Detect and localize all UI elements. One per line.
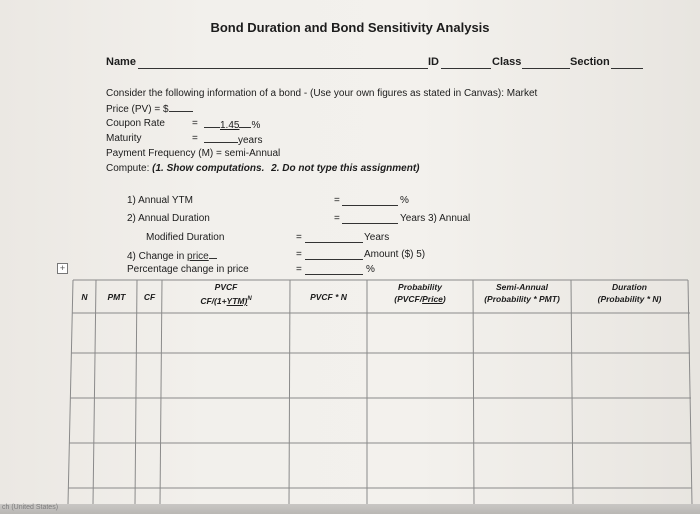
- col-probability-header: Probability (PVCF/Price): [394, 282, 446, 304]
- maturity-unit: years: [238, 135, 263, 146]
- plus-box-icon[interactable]: +: [57, 263, 68, 274]
- item-pct-label: Percentage change in price: [127, 264, 249, 275]
- item-change-unit: Amount ($) 5): [364, 249, 426, 260]
- intro-text: Consider the following information of a bond - (Use your own figures as stated in Canvas): Market: [106, 88, 538, 99]
- item-ytm-label: 1) Annual YTM: [127, 195, 193, 206]
- page-title: Bond Duration and Bond Sensitivity Analysis: [210, 20, 490, 35]
- item-duration-label: 2) Annual Duration: [127, 213, 210, 224]
- section-label: Section: [570, 56, 610, 68]
- compute-part2: 2. Do not type this assignment): [271, 163, 420, 174]
- class-label: Class: [492, 56, 522, 68]
- item-pct-eq: =: [296, 264, 302, 275]
- item-duration-unit: Years 3) Annual: [400, 213, 471, 224]
- name-label: Name: [106, 56, 136, 68]
- col-duration-header: Duration (Probability * N): [597, 282, 662, 304]
- col-n-header: N: [81, 292, 88, 302]
- id-label: ID: [428, 56, 439, 68]
- col-pvcfn-header: PVCF * N: [310, 292, 347, 302]
- item-modified-eq: =: [296, 232, 302, 243]
- col-semiannual-header: Semi-Annual (Probability * PMT): [484, 282, 560, 304]
- price-link-2[interactable]: Price: [422, 294, 443, 304]
- maturity-eq: =: [192, 133, 198, 144]
- maturity-label: Maturity: [106, 133, 142, 144]
- frequency-text: Payment Frequency (M) = semi-Annual: [106, 148, 281, 159]
- item-duration-eq: =: [334, 213, 340, 224]
- item-modified-unit: Years: [364, 232, 390, 243]
- price-link[interactable]: price: [187, 251, 209, 262]
- col-pvcf-header: PVCF $CF/(1+YTM)^N$: [200, 282, 252, 306]
- col-pmt-header: PMT: [107, 292, 126, 302]
- price-label: Price (PV) = $: [106, 104, 169, 115]
- item-ytm-unit: %: [400, 195, 409, 206]
- item-modified-label: Modified Duration: [146, 232, 225, 243]
- coupon-value: 1.45: [220, 120, 240, 131]
- compute-lead: Compute:: [106, 163, 150, 174]
- item-change-label: 4) Change in price: [127, 249, 217, 262]
- taskbar-language: ch (United States): [2, 504, 59, 511]
- coupon-label: Coupon Rate: [106, 118, 165, 129]
- compute-part1: (1. Show computations.: [152, 163, 265, 174]
- item-change-eq: =: [296, 249, 302, 260]
- item-pct-unit: %: [366, 264, 375, 275]
- item-ytm-eq: =: [334, 195, 340, 206]
- coupon-unit: %: [251, 120, 261, 131]
- taskbar: [0, 504, 700, 514]
- coupon-eq: =: [192, 118, 198, 129]
- ytm-link[interactable]: YTM): [226, 295, 248, 306]
- col-cf-header: CF: [143, 292, 156, 302]
